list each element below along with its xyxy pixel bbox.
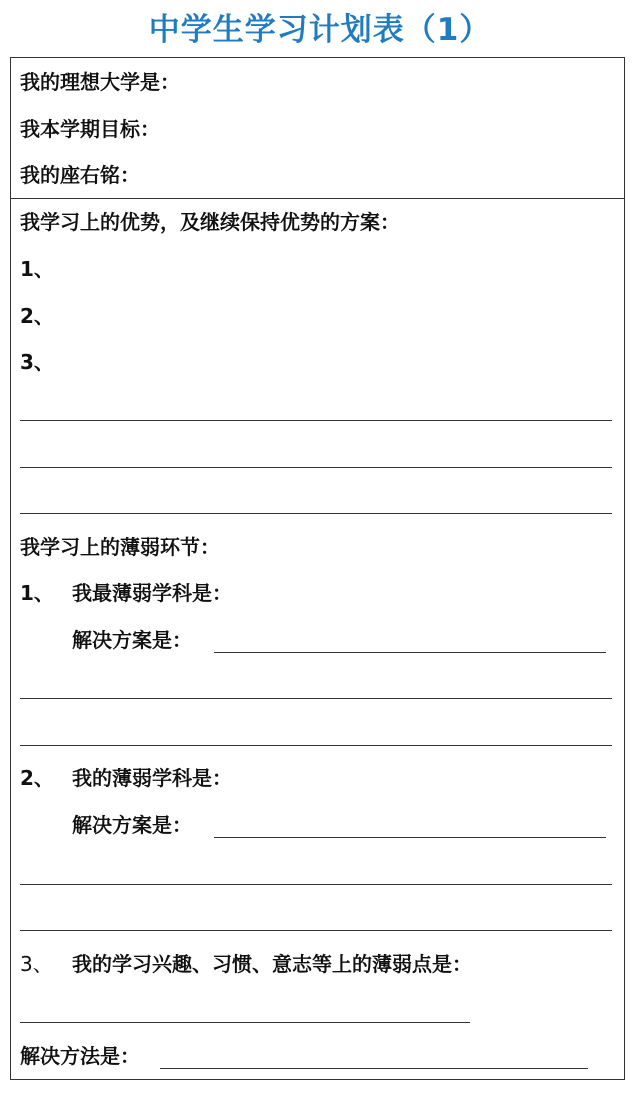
solution-line-1[interactable] <box>214 652 606 653</box>
weak-points-line[interactable] <box>20 1022 470 1023</box>
method-line[interactable] <box>160 1068 588 1069</box>
write-line[interactable] <box>20 698 612 699</box>
write-line[interactable] <box>20 467 612 468</box>
weak-item-2-number: 2、 <box>20 766 54 790</box>
page-title: 中学生学习计划表（1） <box>148 12 492 48</box>
write-line[interactable] <box>20 884 612 885</box>
write-line[interactable] <box>20 420 612 421</box>
solution-line-2[interactable] <box>214 837 606 838</box>
weak-subject-label: 我的薄弱学科是： <box>72 766 232 790</box>
section-divider <box>10 198 625 199</box>
weak-points-label: 我的学习兴趣、习惯、意志等上的薄弱点是： <box>72 952 472 976</box>
strength-item-2: 2、 <box>20 304 54 328</box>
method-label: 解决方法是： <box>20 1044 140 1068</box>
write-line[interactable] <box>20 513 612 514</box>
semester-goal-label: 我本学期目标： <box>20 117 160 141</box>
strength-item-3: 3、 <box>20 350 54 374</box>
strengths-heading: 我学习上的优势，及继续保持优势的方案： <box>20 210 400 234</box>
ideal-university-label: 我的理想大学是： <box>20 70 180 94</box>
solution-label-2: 解决方案是： <box>72 813 192 837</box>
weakest-subject-label: 我最薄弱学科是： <box>72 581 232 605</box>
weak-item-3-number: 3、 <box>20 952 53 976</box>
write-line[interactable] <box>20 930 612 931</box>
weak-item-1-number: 1、 <box>20 581 54 605</box>
strength-item-1: 1、 <box>20 257 54 281</box>
motto-label: 我的座右铭： <box>20 163 140 187</box>
write-line[interactable] <box>20 745 612 746</box>
weaknesses-heading: 我学习上的薄弱环节： <box>20 535 220 559</box>
solution-label-1: 解决方案是： <box>72 628 192 652</box>
